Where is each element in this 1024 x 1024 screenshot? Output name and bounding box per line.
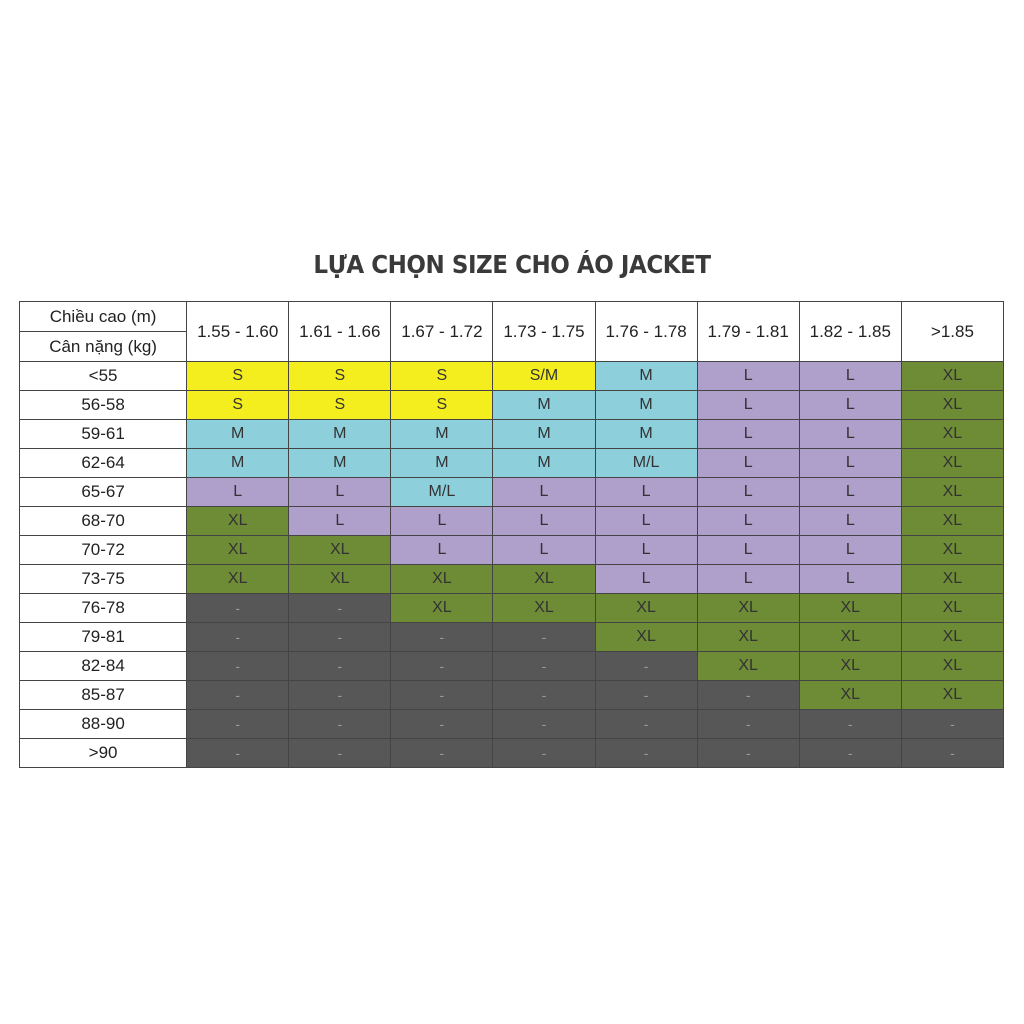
weight-range-label: 76-78 bbox=[20, 594, 187, 623]
size-cell: XL bbox=[697, 594, 799, 623]
size-cell: XL bbox=[901, 565, 1003, 594]
size-cell: XL bbox=[595, 623, 697, 652]
table-row bbox=[20, 594, 1004, 623]
size-cell: L bbox=[595, 565, 697, 594]
height-range-header: 1.76 - 1.78 bbox=[595, 302, 697, 362]
size-cell: L bbox=[493, 478, 595, 507]
size-cell-unavailable: - bbox=[493, 652, 595, 681]
size-cell-unavailable: - bbox=[493, 623, 595, 652]
size-cell: XL bbox=[493, 594, 595, 623]
size-cell: S/M bbox=[493, 362, 595, 391]
size-cell: L bbox=[799, 536, 901, 565]
size-cell: L bbox=[595, 536, 697, 565]
size-cell: M bbox=[595, 362, 697, 391]
size-cell: L bbox=[595, 478, 697, 507]
height-range-header: 1.79 - 1.81 bbox=[697, 302, 799, 362]
size-cell: XL bbox=[289, 565, 391, 594]
size-cell: XL bbox=[901, 681, 1003, 710]
size-cell: L bbox=[697, 362, 799, 391]
weight-axis-label: Cân nặng (kg) bbox=[20, 332, 187, 362]
table-row bbox=[20, 391, 1004, 420]
size-cell: XL bbox=[901, 449, 1003, 478]
size-cell: M/L bbox=[595, 449, 697, 478]
size-cell: S bbox=[391, 391, 493, 420]
size-cell: XL bbox=[901, 594, 1003, 623]
size-cell-unavailable: - bbox=[391, 710, 493, 739]
size-cell: M bbox=[289, 420, 391, 449]
size-cell: L bbox=[799, 449, 901, 478]
size-cell: L bbox=[187, 478, 289, 507]
size-cell: L bbox=[799, 507, 901, 536]
size-cell: XL bbox=[799, 652, 901, 681]
size-cell: S bbox=[289, 362, 391, 391]
weight-range-label: 79-81 bbox=[20, 623, 187, 652]
size-cell-unavailable: - bbox=[289, 652, 391, 681]
weight-range-label: >90 bbox=[20, 739, 187, 768]
size-cell: XL bbox=[901, 507, 1003, 536]
table-row bbox=[20, 507, 1004, 536]
height-range-header: >1.85 bbox=[901, 302, 1003, 362]
size-cell: L bbox=[799, 565, 901, 594]
size-cell-unavailable: - bbox=[391, 623, 493, 652]
weight-range-label: <55 bbox=[20, 362, 187, 391]
size-cell-unavailable: - bbox=[391, 681, 493, 710]
size-cell: L bbox=[289, 478, 391, 507]
size-cell: M bbox=[493, 420, 595, 449]
size-cell: M bbox=[187, 420, 289, 449]
weight-range-label: 70-72 bbox=[20, 536, 187, 565]
size-cell: M bbox=[595, 391, 697, 420]
size-cell-unavailable: - bbox=[799, 739, 901, 768]
height-range-header: 1.55 - 1.60 bbox=[187, 302, 289, 362]
size-cell: XL bbox=[799, 623, 901, 652]
size-cell-unavailable: - bbox=[595, 739, 697, 768]
size-cell: S bbox=[289, 391, 391, 420]
height-range-header: 1.61 - 1.66 bbox=[289, 302, 391, 362]
size-cell: L bbox=[289, 507, 391, 536]
size-cell: XL bbox=[901, 362, 1003, 391]
size-cell-unavailable: - bbox=[187, 681, 289, 710]
size-cell: XL bbox=[901, 623, 1003, 652]
size-cell: L bbox=[799, 362, 901, 391]
weight-range-label: 85-87 bbox=[20, 681, 187, 710]
size-cell-unavailable: - bbox=[901, 739, 1003, 768]
size-cell: XL bbox=[697, 623, 799, 652]
size-cell: L bbox=[697, 565, 799, 594]
table-row bbox=[20, 681, 1004, 710]
table-row bbox=[20, 362, 1004, 391]
size-cell: XL bbox=[595, 594, 697, 623]
size-cell: XL bbox=[901, 420, 1003, 449]
size-cell-unavailable: - bbox=[595, 681, 697, 710]
table-row bbox=[20, 739, 1004, 768]
size-cell: L bbox=[595, 507, 697, 536]
size-cell: M bbox=[493, 449, 595, 478]
size-cell: XL bbox=[391, 594, 493, 623]
size-cell: L bbox=[697, 507, 799, 536]
size-cell: L bbox=[799, 478, 901, 507]
size-cell: L bbox=[799, 391, 901, 420]
size-cell-unavailable: - bbox=[289, 594, 391, 623]
size-cell-unavailable: - bbox=[289, 681, 391, 710]
size-cell: L bbox=[697, 536, 799, 565]
size-cell-unavailable: - bbox=[391, 739, 493, 768]
size-cell-unavailable: - bbox=[697, 739, 799, 768]
size-cell: L bbox=[493, 536, 595, 565]
size-cell-unavailable: - bbox=[289, 623, 391, 652]
size-cell: L bbox=[391, 507, 493, 536]
weight-range-label: 73-75 bbox=[20, 565, 187, 594]
size-cell-unavailable: - bbox=[901, 710, 1003, 739]
table-body bbox=[20, 362, 1004, 768]
table-row bbox=[20, 710, 1004, 739]
size-chart-table bbox=[19, 301, 1004, 768]
table-row bbox=[20, 420, 1004, 449]
size-cell: L bbox=[697, 391, 799, 420]
table-row bbox=[20, 565, 1004, 594]
size-cell: M bbox=[391, 420, 493, 449]
size-cell: XL bbox=[697, 652, 799, 681]
weight-range-label: 68-70 bbox=[20, 507, 187, 536]
table-row bbox=[20, 623, 1004, 652]
size-cell-unavailable: - bbox=[799, 710, 901, 739]
size-cell-unavailable: - bbox=[289, 739, 391, 768]
header-row-height bbox=[20, 302, 1004, 332]
height-range-header: 1.67 - 1.72 bbox=[391, 302, 493, 362]
size-cell: XL bbox=[901, 652, 1003, 681]
size-cell: L bbox=[799, 420, 901, 449]
size-cell: XL bbox=[799, 681, 901, 710]
table-row bbox=[20, 536, 1004, 565]
size-cell-unavailable: - bbox=[595, 652, 697, 681]
size-cell-unavailable: - bbox=[493, 681, 595, 710]
table-row bbox=[20, 478, 1004, 507]
size-cell-unavailable: - bbox=[493, 739, 595, 768]
size-cell-unavailable: - bbox=[187, 710, 289, 739]
size-cell: M bbox=[493, 391, 595, 420]
size-cell: XL bbox=[493, 565, 595, 594]
weight-range-label: 56-58 bbox=[20, 391, 187, 420]
table-row bbox=[20, 652, 1004, 681]
size-cell: L bbox=[493, 507, 595, 536]
size-cell: XL bbox=[901, 478, 1003, 507]
size-cell-unavailable: - bbox=[187, 652, 289, 681]
size-cell-unavailable: - bbox=[289, 710, 391, 739]
size-cell: XL bbox=[799, 594, 901, 623]
size-cell-unavailable: - bbox=[391, 652, 493, 681]
weight-range-label: 62-64 bbox=[20, 449, 187, 478]
size-cell-unavailable: - bbox=[697, 681, 799, 710]
size-cell: L bbox=[391, 536, 493, 565]
size-cell-unavailable: - bbox=[697, 710, 799, 739]
height-range-header: 1.73 - 1.75 bbox=[493, 302, 595, 362]
size-cell: XL bbox=[901, 536, 1003, 565]
size-cell-unavailable: - bbox=[187, 623, 289, 652]
height-axis-label: Chiều cao (m) bbox=[20, 302, 187, 332]
size-cell: S bbox=[391, 362, 493, 391]
size-cell-unavailable: - bbox=[493, 710, 595, 739]
size-cell: L bbox=[697, 478, 799, 507]
size-cell-unavailable: - bbox=[187, 594, 289, 623]
size-cell: XL bbox=[901, 391, 1003, 420]
size-cell: XL bbox=[391, 565, 493, 594]
size-cell: XL bbox=[187, 536, 289, 565]
size-cell: M bbox=[595, 420, 697, 449]
size-cell: S bbox=[187, 391, 289, 420]
table-header bbox=[20, 302, 1004, 362]
size-cell: XL bbox=[187, 565, 289, 594]
size-cell: S bbox=[187, 362, 289, 391]
size-cell: L bbox=[697, 420, 799, 449]
size-cell: M/L bbox=[391, 478, 493, 507]
weight-range-label: 59-61 bbox=[20, 420, 187, 449]
size-cell-unavailable: - bbox=[595, 710, 697, 739]
height-range-header: 1.82 - 1.85 bbox=[799, 302, 901, 362]
size-cell: XL bbox=[289, 536, 391, 565]
size-cell: M bbox=[391, 449, 493, 478]
size-cell-unavailable: - bbox=[187, 739, 289, 768]
page-title: LỰA CHỌN SIZE CHO ÁO JACKET bbox=[313, 250, 711, 279]
size-cell: L bbox=[697, 449, 799, 478]
weight-range-label: 88-90 bbox=[20, 710, 187, 739]
size-cell: M bbox=[187, 449, 289, 478]
table-row bbox=[20, 449, 1004, 478]
size-cell: XL bbox=[187, 507, 289, 536]
weight-range-label: 65-67 bbox=[20, 478, 187, 507]
weight-range-label: 82-84 bbox=[20, 652, 187, 681]
size-cell: M bbox=[289, 449, 391, 478]
